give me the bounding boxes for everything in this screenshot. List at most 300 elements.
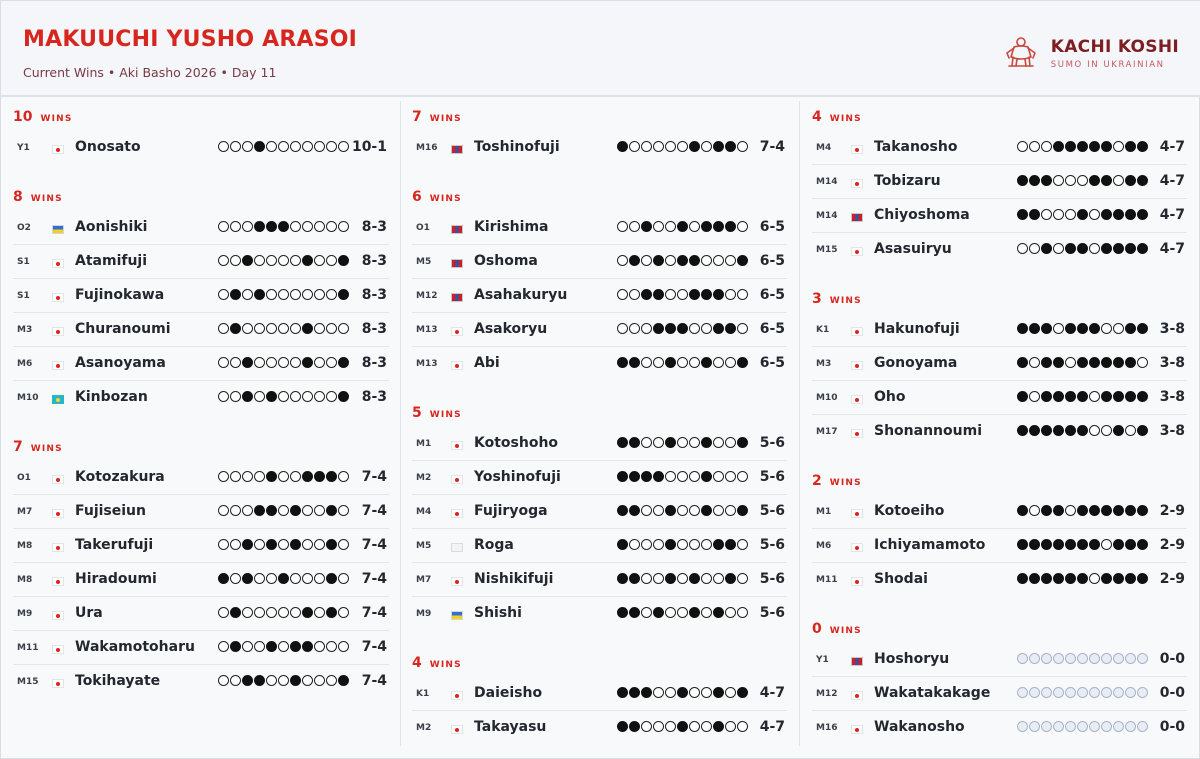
brand[interactable] (1001, 31, 1179, 75)
rikishi-row[interactable] (812, 199, 1187, 233)
loss-dot-icon (290, 471, 301, 482)
rikishi-name[interactable]: Asakoryu (474, 321, 548, 337)
win-dot-icon (1137, 141, 1148, 152)
rikishi-row[interactable] (412, 529, 787, 563)
rikishi-name[interactable]: Wakanosho (874, 719, 965, 735)
loss-dot-icon (653, 687, 664, 698)
win-dot-icon (737, 505, 748, 516)
loss-dot-icon (737, 539, 748, 550)
rikishi-row[interactable] (812, 711, 1187, 745)
win-dot-icon (1053, 141, 1064, 152)
jp-flag-icon (851, 577, 863, 586)
bout-record (617, 289, 748, 300)
loss-dot-icon (677, 437, 688, 448)
rikishi-row[interactable] (812, 131, 1187, 165)
win-dot-icon (242, 357, 253, 368)
loss-dot-icon (1089, 425, 1100, 436)
rikishi-row[interactable] (412, 677, 787, 711)
rikishi-name[interactable]: Asahakuryu (474, 287, 568, 303)
rikishi-name[interactable]: Churanoumi (75, 321, 171, 337)
rikishi-name[interactable]: Wakatakakage (874, 685, 991, 701)
loss-dot-icon (1077, 175, 1088, 186)
loss-dot-icon (302, 391, 313, 402)
rikishi-name[interactable]: Oshoma (474, 253, 538, 269)
rank-label: O1 (416, 223, 430, 233)
loss-dot-icon (338, 505, 349, 516)
loss-dot-icon (326, 641, 337, 652)
rikishi-name[interactable]: Hiradoumi (75, 571, 157, 587)
bout-record (1017, 505, 1148, 516)
rikishi-row[interactable] (13, 245, 389, 279)
win-dot-icon (689, 607, 700, 618)
rank-label: O1 (17, 473, 31, 483)
loss-dot-icon (653, 221, 664, 232)
rikishi-name[interactable]: Toshinofuji (474, 139, 560, 155)
loss-dot-icon (326, 357, 337, 368)
rank-label: M5 (416, 541, 432, 551)
win-dot-icon (302, 607, 313, 618)
rikishi-name[interactable]: Kinbozan (75, 389, 148, 405)
pending-dot-icon (1137, 653, 1148, 664)
rikishi-row[interactable] (13, 347, 389, 381)
win-dot-icon (1017, 425, 1028, 436)
loss-dot-icon (218, 255, 229, 266)
win-dot-icon (1137, 209, 1148, 220)
win-dot-icon (689, 573, 700, 584)
win-dot-icon (1101, 357, 1112, 368)
loss-dot-icon (701, 607, 712, 618)
bout-record (218, 391, 349, 402)
loss-dot-icon (302, 539, 313, 550)
loss-dot-icon (1101, 425, 1112, 436)
rikishi-row[interactable] (13, 211, 389, 245)
loss-dot-icon (629, 141, 640, 152)
pending-dot-icon (1077, 653, 1088, 664)
rikishi-name[interactable]: Kirishima (474, 219, 549, 235)
loss-dot-icon (725, 607, 736, 618)
loss-dot-icon (689, 505, 700, 516)
pending-dot-icon (1113, 687, 1124, 698)
bout-record (617, 471, 748, 482)
pending-dot-icon (1041, 721, 1052, 732)
win-dot-icon (1053, 425, 1064, 436)
wins-label: WINS (30, 194, 63, 204)
loss-dot-icon (254, 255, 265, 266)
rikishi-row[interactable] (13, 279, 389, 313)
rikishi-name[interactable]: Takayasu (474, 719, 547, 735)
rikishi-name[interactable]: Shonannoumi (874, 423, 982, 439)
loss-dot-icon (230, 391, 241, 402)
rikishi-name[interactable]: Asanoyama (75, 355, 166, 371)
rank-label: M3 (17, 325, 33, 335)
wins-count: 0 (812, 621, 822, 637)
rikishi-name[interactable]: Kotoeiho (874, 503, 945, 519)
win-loss-score: 4-7 (1159, 241, 1185, 257)
rikishi-name[interactable]: Takerufuji (75, 537, 154, 553)
loss-dot-icon (218, 539, 229, 550)
loss-dot-icon (1029, 391, 1040, 402)
kz-flag-icon (52, 395, 64, 404)
rikishi-row[interactable] (13, 631, 389, 665)
win-dot-icon (254, 289, 265, 300)
win-dot-icon (218, 573, 229, 584)
win-dot-icon (713, 323, 724, 334)
loss-dot-icon (653, 141, 664, 152)
loss-dot-icon (278, 675, 289, 686)
rikishi-row[interactable] (412, 313, 787, 347)
wins-count: 4 (412, 655, 422, 671)
pending-dot-icon (1053, 653, 1064, 664)
brand-name: KACHI KOSHI (1050, 36, 1179, 57)
win-dot-icon (1077, 425, 1088, 436)
rikishi-row[interactable] (13, 461, 389, 495)
rank-label: M16 (816, 723, 838, 733)
rikishi-row[interactable] (812, 233, 1187, 267)
loss-dot-icon (689, 357, 700, 368)
win-dot-icon (1017, 323, 1028, 334)
wins-count: 6 (412, 189, 422, 205)
win-dot-icon (1137, 539, 1148, 550)
rikishi-row[interactable] (812, 495, 1187, 529)
loss-dot-icon (338, 141, 349, 152)
jp-flag-icon (52, 611, 64, 620)
win-dot-icon (737, 255, 748, 266)
loss-dot-icon (254, 391, 265, 402)
loss-dot-icon (314, 255, 325, 266)
jp-flag-icon (52, 645, 64, 654)
wins-count: 2 (812, 473, 822, 489)
wins-group-header (412, 109, 462, 125)
loss-dot-icon (290, 289, 301, 300)
rikishi-name[interactable]: Chiyoshoma (874, 207, 970, 223)
loss-dot-icon (326, 391, 337, 402)
wins-group-header (412, 189, 462, 205)
rank-label: M2 (416, 473, 432, 483)
rikishi-row[interactable] (412, 597, 787, 631)
jp-flag-icon (451, 327, 463, 336)
rikishi-name[interactable]: Shodai (874, 571, 928, 587)
pending-dot-icon (1053, 721, 1064, 732)
loss-dot-icon (641, 607, 652, 618)
win-dot-icon (713, 289, 724, 300)
pending-dot-icon (1089, 653, 1100, 664)
loss-dot-icon (326, 675, 337, 686)
rikishi-row[interactable] (812, 643, 1187, 677)
jp-flag-icon (451, 691, 463, 700)
column-3 (812, 101, 1187, 742)
loss-dot-icon (278, 539, 289, 550)
win-dot-icon (1101, 573, 1112, 584)
rikishi-row[interactable] (412, 711, 787, 745)
win-dot-icon (1029, 209, 1040, 220)
loss-dot-icon (701, 255, 712, 266)
wins-group-header (412, 405, 462, 421)
win-loss-score: 4-7 (759, 719, 785, 735)
win-dot-icon (278, 221, 289, 232)
rikishi-row[interactable] (812, 563, 1187, 597)
loss-dot-icon (1041, 209, 1052, 220)
win-dot-icon (665, 505, 676, 516)
win-dot-icon (1017, 573, 1028, 584)
wins-group-header (412, 655, 462, 671)
rikishi-name[interactable]: Nishikifuji (474, 571, 554, 587)
rank-label: M6 (17, 359, 33, 369)
win-loss-score: 5-6 (759, 469, 785, 485)
loss-dot-icon (242, 607, 253, 618)
loss-dot-icon (1029, 141, 1040, 152)
pending-dot-icon (1125, 653, 1136, 664)
loss-dot-icon (338, 471, 349, 482)
win-dot-icon (326, 471, 337, 482)
jp-flag-icon (451, 725, 463, 734)
win-dot-icon (629, 437, 640, 448)
wins-count: 5 (412, 405, 422, 421)
bout-record (218, 357, 349, 368)
loss-dot-icon (242, 221, 253, 232)
loss-dot-icon (230, 141, 241, 152)
rikishi-row[interactable] (412, 131, 787, 165)
column-2 (412, 101, 787, 742)
win-dot-icon (242, 255, 253, 266)
loss-dot-icon (1125, 425, 1136, 436)
win-loss-score: 5-6 (759, 537, 785, 553)
rikishi-name[interactable]: Tokihayate (75, 673, 161, 689)
pending-dot-icon (1041, 687, 1052, 698)
rikishi-row[interactable] (412, 279, 787, 313)
rank-label: M10 (816, 393, 838, 403)
loss-dot-icon (338, 539, 349, 550)
bout-record (617, 255, 748, 266)
win-loss-score: 8-3 (361, 389, 387, 405)
win-dot-icon (1029, 573, 1040, 584)
loss-dot-icon (713, 255, 724, 266)
loss-dot-icon (230, 255, 241, 266)
loss-dot-icon (713, 437, 724, 448)
loss-dot-icon (1065, 175, 1076, 186)
win-dot-icon (701, 221, 712, 232)
jp-flag-icon (851, 543, 863, 552)
wins-count: 3 (812, 291, 822, 307)
jp-flag-icon (851, 179, 863, 188)
loss-dot-icon (1101, 323, 1112, 334)
win-dot-icon (641, 221, 652, 232)
rikishi-row[interactable] (812, 677, 1187, 711)
rikishi-row[interactable] (812, 381, 1187, 415)
bout-record (218, 641, 349, 652)
rikishi-row[interactable] (412, 347, 787, 381)
bout-record (218, 539, 349, 550)
win-loss-score: 4-7 (1159, 173, 1185, 189)
loss-dot-icon (689, 687, 700, 698)
rikishi-row[interactable] (812, 313, 1187, 347)
win-dot-icon (617, 607, 628, 618)
rikishi-name[interactable]: Wakamotoharu (75, 639, 195, 655)
loss-dot-icon (701, 141, 712, 152)
rikishi-name[interactable]: Shishi (474, 605, 522, 621)
win-dot-icon (665, 573, 676, 584)
loss-dot-icon (218, 607, 229, 618)
bout-record (617, 687, 748, 698)
win-dot-icon (338, 391, 349, 402)
rikishi-row[interactable] (13, 529, 389, 563)
loss-dot-icon (254, 323, 265, 334)
rikishi-row[interactable] (13, 313, 389, 347)
win-dot-icon (302, 255, 313, 266)
rikishi-row[interactable] (412, 461, 787, 495)
win-dot-icon (629, 357, 640, 368)
loss-dot-icon (1089, 391, 1100, 402)
loss-dot-icon (314, 141, 325, 152)
loss-dot-icon (725, 289, 736, 300)
loss-dot-icon (314, 607, 325, 618)
loss-dot-icon (242, 323, 253, 334)
win-dot-icon (1137, 175, 1148, 186)
win-dot-icon (725, 221, 736, 232)
rikishi-name[interactable]: Yoshinofuji (474, 469, 561, 485)
win-dot-icon (629, 505, 640, 516)
loss-dot-icon (230, 675, 241, 686)
win-dot-icon (629, 721, 640, 732)
bout-record (218, 505, 349, 516)
rikishi-name[interactable]: Oho (874, 389, 906, 405)
loss-dot-icon (302, 675, 313, 686)
win-dot-icon (725, 323, 736, 334)
win-loss-score: 7-4 (759, 139, 785, 155)
rikishi-name[interactable]: Tobizaru (874, 173, 941, 189)
win-dot-icon (338, 255, 349, 266)
rikishi-row[interactable] (13, 597, 389, 631)
loss-dot-icon (254, 641, 265, 652)
loss-dot-icon (254, 539, 265, 550)
wins-label: WINS (429, 114, 462, 124)
loss-dot-icon (1089, 573, 1100, 584)
loss-dot-icon (713, 357, 724, 368)
win-dot-icon (290, 539, 301, 550)
pending-dot-icon (1065, 653, 1076, 664)
rikishi-name[interactable]: Asasuiryu (874, 241, 952, 257)
rikishi-name[interactable]: Ura (75, 605, 103, 621)
loss-dot-icon (338, 641, 349, 652)
loss-dot-icon (665, 471, 676, 482)
rikishi-name[interactable]: Kotozakura (75, 469, 165, 485)
bout-record (1017, 721, 1148, 732)
loss-dot-icon (218, 471, 229, 482)
loss-dot-icon (641, 357, 652, 368)
jp-flag-icon (52, 577, 64, 586)
pending-dot-icon (1089, 687, 1100, 698)
win-dot-icon (1089, 539, 1100, 550)
win-dot-icon (701, 437, 712, 448)
rikishi-row[interactable] (812, 415, 1187, 449)
rikishi-name[interactable]: Fujiseiun (75, 503, 146, 519)
loss-dot-icon (218, 505, 229, 516)
win-dot-icon (677, 221, 688, 232)
win-dot-icon (290, 675, 301, 686)
loss-dot-icon (314, 221, 325, 232)
win-dot-icon (1041, 175, 1052, 186)
rikishi-name[interactable]: Gonoyama (874, 355, 958, 371)
rikishi-name[interactable]: Daieisho (474, 685, 543, 701)
win-dot-icon (230, 289, 241, 300)
loss-dot-icon (689, 323, 700, 334)
rikishi-row[interactable] (812, 529, 1187, 563)
jp-flag-icon (52, 259, 64, 268)
rikishi-name[interactable]: Roga (474, 537, 514, 553)
loss-dot-icon (653, 573, 664, 584)
win-dot-icon (653, 607, 664, 618)
rikishi-name[interactable]: Atamifuji (75, 253, 148, 269)
jp-flag-icon (52, 293, 64, 302)
rikishi-row[interactable] (412, 495, 787, 529)
rikishi-row[interactable] (812, 347, 1187, 381)
rikishi-row[interactable] (13, 131, 389, 165)
rikishi-row[interactable] (412, 427, 787, 461)
rikishi-name[interactable]: Onosato (75, 139, 141, 155)
win-dot-icon (1077, 357, 1088, 368)
rikishi-name[interactable]: Kotoshoho (474, 435, 559, 451)
rikishi-name[interactable]: Fujiryoga (474, 503, 548, 519)
rikishi-name[interactable]: Hoshoryu (874, 651, 950, 667)
win-dot-icon (653, 471, 664, 482)
win-loss-score: 7-4 (361, 605, 387, 621)
pending-dot-icon (1125, 721, 1136, 732)
rikishi-row[interactable] (13, 495, 389, 529)
rank-label: M4 (816, 143, 832, 153)
win-dot-icon (665, 437, 676, 448)
win-dot-icon (665, 323, 676, 334)
win-dot-icon (230, 323, 241, 334)
rikishi-name[interactable]: Fujinokawa (75, 287, 165, 303)
rikishi-row[interactable] (13, 563, 389, 597)
win-dot-icon (653, 323, 664, 334)
rikishi-row[interactable] (812, 165, 1187, 199)
rikishi-name[interactable]: Ichiyamamoto (874, 537, 986, 553)
rikishi-name[interactable]: Hakunofuji (874, 321, 960, 337)
rikishi-name[interactable]: Takanosho (874, 139, 958, 155)
loss-dot-icon (653, 539, 664, 550)
rikishi-name[interactable]: Aonishiki (75, 219, 148, 235)
loss-dot-icon (665, 687, 676, 698)
rikishi-row[interactable] (412, 563, 787, 597)
loss-dot-icon (665, 721, 676, 732)
win-dot-icon (1125, 323, 1136, 334)
loss-dot-icon (1113, 141, 1124, 152)
rikishi-row[interactable] (412, 211, 787, 245)
win-dot-icon (1041, 243, 1052, 254)
win-dot-icon (725, 141, 736, 152)
rikishi-row[interactable] (13, 665, 389, 699)
loss-dot-icon (725, 471, 736, 482)
wins-label: WINS (429, 194, 462, 204)
jp-flag-icon (451, 475, 463, 484)
loss-dot-icon (302, 221, 313, 232)
win-dot-icon (266, 471, 277, 482)
wins-group-header (812, 473, 862, 489)
win-loss-score: 5-6 (759, 435, 785, 451)
rikishi-row[interactable] (13, 381, 389, 415)
jp-flag-icon (52, 361, 64, 370)
loss-dot-icon (737, 221, 748, 232)
win-dot-icon (617, 141, 628, 152)
loss-dot-icon (1053, 323, 1064, 334)
win-dot-icon (326, 607, 337, 618)
win-dot-icon (701, 505, 712, 516)
rikishi-row[interactable] (412, 245, 787, 279)
win-loss-score: 7-4 (361, 503, 387, 519)
win-loss-score: 7-4 (361, 469, 387, 485)
loss-dot-icon (1065, 209, 1076, 220)
rikishi-name[interactable]: Abi (474, 355, 500, 371)
